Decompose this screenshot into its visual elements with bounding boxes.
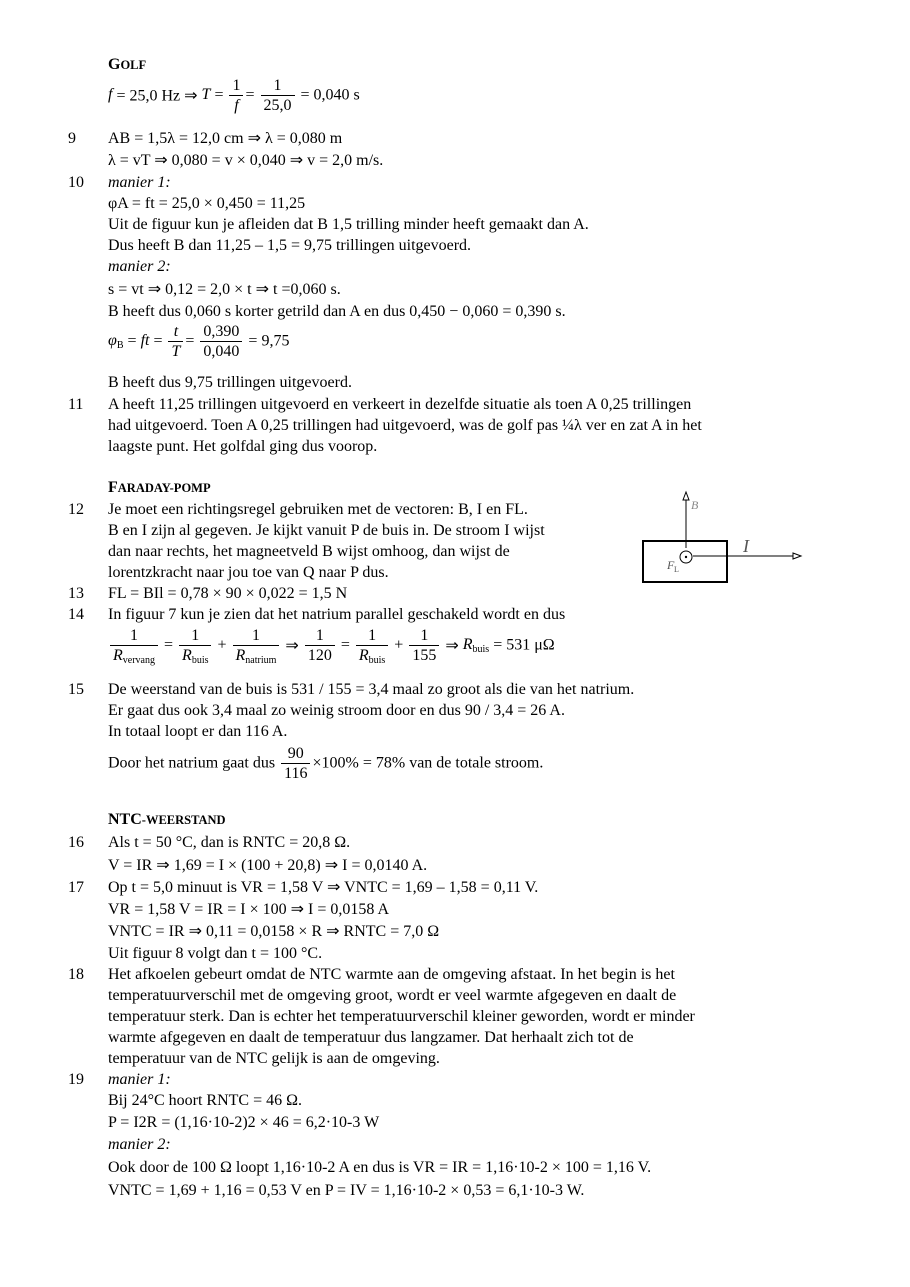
q14-line-1: In figuur 7 kun je zien dat het natrium parallel geschakeld wordt en dus	[108, 606, 566, 623]
fraction	[168, 322, 183, 361]
numerator: 1	[110, 626, 158, 646]
eq-T: T	[201, 86, 211, 104]
numerator: 1	[229, 76, 243, 96]
q11-line-1: A heeft 11,25 trillingen uitgevoerd en verkeert in dezelfde situatie als toen A 0,25 trillingen	[108, 396, 692, 413]
r-symbol: R	[182, 647, 192, 664]
numerator: 1	[409, 626, 439, 646]
denominator: 116	[284, 765, 308, 782]
eq-subscript: B	[116, 340, 124, 352]
r-symbol: R	[113, 647, 123, 664]
subscript-buis: buis	[368, 655, 386, 666]
numerator: 1	[305, 626, 335, 646]
fraction	[281, 744, 310, 783]
eq-equals: =	[123, 332, 141, 350]
eq-ft: ft	[140, 332, 150, 350]
denominator: 120	[307, 647, 332, 664]
q19-method-2: manier 2:	[108, 1136, 171, 1153]
q17-line-4: Uit figuur 8 volgt dan t = 100 °C.	[108, 945, 323, 962]
q15-line-1: De weerstand van de buis is 531 / 155 = 3,4 maal zo groot als die van het natrium.	[108, 681, 635, 698]
b-field-arrowhead	[683, 492, 689, 500]
eq-phi: φ	[108, 332, 117, 350]
q10-method-2: manier 2:	[108, 258, 171, 275]
q10-line-6: s = vt ⇒ 0,12 = 2,0 × t ⇒ t =0,060 s.	[108, 281, 341, 298]
r-symbol: R	[462, 636, 473, 654]
force-dot	[685, 556, 687, 558]
heading-rest: -WEERSTAND	[141, 813, 226, 827]
fraction	[229, 76, 243, 115]
q15-percentage-equation	[108, 744, 543, 783]
heading-initial: G	[108, 56, 121, 73]
q9-line-2: λ = vT ⇒ 0,080 = v × 0,040 ⇒ v = 2,0 m/s.	[108, 152, 384, 169]
fraction	[233, 626, 280, 665]
subscript-natrium: natrium	[245, 655, 277, 666]
label-f: F	[667, 558, 675, 572]
golf-frequency-equation: f = 25,0 Hz ⇒ T = $\frac{1}{f}$ = $\frac{1}{25,0}$ = 0,040 s	[108, 77, 360, 114]
q12-line-1: Je moet een richtingsregel gebruiken met de vectoren: B, I en FL.	[108, 501, 528, 518]
heading-initial: F	[108, 479, 118, 496]
denominator: 25,0	[263, 97, 292, 114]
q19-method-1: manier 1:	[108, 1071, 171, 1088]
fraction	[356, 626, 388, 665]
fraction	[200, 322, 242, 361]
q10-line-9: B heeft dus 9,75 trillingen uitgevoerd.	[108, 374, 352, 391]
q19-line-3: P = I2R = (1,16·10-2)2 × 46 = 6,2·10-3 W	[108, 1114, 380, 1131]
q16-line-2: V = IR ⇒ 1,69 = I × (100 + 20,8) ⇒ I = 0,0140 A.	[108, 857, 428, 874]
eq-text: Door het natrium gaat dus	[108, 754, 276, 772]
q18-line-5: temperatuur van de NTC gelijk is aan de omgeving.	[108, 1050, 440, 1067]
denominator: 0,040	[203, 343, 240, 360]
question-number: 13	[68, 585, 84, 602]
question-number: 17	[68, 879, 84, 896]
numerator: 90	[281, 744, 310, 764]
eq-f: f	[108, 86, 113, 104]
heading-rest: ARADAY-POMP	[117, 481, 211, 495]
current-arrowhead	[793, 553, 801, 559]
q10-line-2: φA = ft = 25,0 × 0,450 = 11,25	[108, 195, 306, 212]
q17-line-1: Op t = 5,0 minuut is VR = 1,58 V ⇒ VNTC = 1,69 – 1,58 = 0,11 V.	[108, 879, 539, 896]
q18-line-4: warmte afgegeven en daalt de temperatuur dus langzamer. Dat herhaalt zich tot de	[108, 1029, 634, 1046]
q13-line-1: FL = BIl = 0,78 × 90 × 0,022 = 1,5 N	[108, 585, 348, 602]
eq-text: van de totale stroom.	[409, 754, 544, 772]
denominator: 155	[412, 647, 437, 664]
q18-line-2: temperatuurverschil met de omgeving groot, wordt er veel warmte afgegeven en daalt de	[108, 987, 677, 1004]
q10-line-7: B heeft dus 0,060 s korter getrild dan A en dus 0,450 − 0,060 = 0,390 s.	[108, 303, 566, 320]
faraday-diagram	[637, 490, 807, 590]
q15-line-3: In totaal loopt er dan 116 A.	[108, 723, 288, 740]
q10-line-3: Uit de figuur kun je afleiden dat B 1,5 trilling minder heeft gemaakt dan A.	[108, 216, 589, 233]
eq-result: = 9,75	[244, 332, 290, 350]
numerator: t	[168, 322, 183, 342]
fraction	[261, 76, 295, 115]
numerator: 1	[233, 626, 280, 646]
q16-line-1: Als t = 50 °C, dan is RNTC = 20,8 Ω.	[108, 834, 351, 851]
q11-line-2: had uitgevoerd. Toen A 0,25 trillingen had uitgevoerd, was de golf pas ¼λ ver en zat A in het	[108, 417, 702, 434]
r-symbol: R	[358, 647, 369, 664]
numerator: 1	[356, 626, 388, 646]
fraction	[305, 626, 335, 665]
question-number: 15	[68, 681, 84, 698]
question-number: 10	[68, 174, 84, 191]
q17-line-2: VR = 1,58 V = IR = I × 100 ⇒ I = 0,0158 A	[108, 901, 390, 918]
r-symbol: R	[235, 647, 246, 664]
numerator: 0,390	[200, 322, 242, 342]
denominator: T	[171, 343, 181, 360]
q15-line-2: Er gaat dus ook 3,4 maal zo weinig stroom door en dus 90 / 3,4 = 26 A.	[108, 702, 565, 719]
q19-line-2: Bij 24°C hoort RNTC = 46 Ω.	[108, 1092, 302, 1109]
subscript-buis: buis	[472, 644, 490, 656]
fraction	[179, 626, 211, 665]
numerator: 1	[179, 626, 211, 646]
heading-initial: NTC	[108, 811, 142, 828]
subscript-vervang: vervang	[122, 655, 155, 666]
fraction	[409, 626, 439, 665]
eq-result: = 0,040 s	[296, 86, 360, 104]
question-number: 19	[68, 1071, 84, 1088]
question-number: 18	[68, 966, 84, 983]
q10-line-4: Dus heeft B dan 11,25 – 1,5 = 9,75 trillingen uitgevoerd.	[108, 237, 472, 254]
eq-text: = 25,0 Hz ⇒	[112, 87, 202, 105]
eq-result: = 531 μΩ	[493, 636, 555, 654]
numerator: 1	[261, 76, 295, 96]
eq-result: ×100% = 78%	[312, 754, 406, 772]
q17-line-3: VNTC = IR ⇒ 0,11 = 0,0158 × R ⇒ RNTC = 7,0 Ω	[108, 923, 440, 940]
section-heading-faraday	[108, 479, 211, 497]
label-b: B	[691, 498, 699, 512]
question-number: 9	[68, 130, 76, 147]
q19-line-6: VNTC = 1,69 + 1,16 = 0,53 V en P = IV = 1,16·10-2 × 0,53 = 6,1·10-3 W.	[108, 1182, 585, 1199]
q18-line-1: Het afkoelen gebeurt omdat de NTC warmte aan de omgeving afstaat. In het begin is het	[108, 966, 675, 983]
question-number: 14	[68, 606, 84, 623]
question-number: 12	[68, 501, 84, 518]
subscript-buis: buis	[191, 655, 209, 666]
heading-rest: OLF	[120, 58, 147, 72]
eq-equals: =	[210, 86, 228, 104]
section-heading-ntc	[108, 811, 226, 829]
q12-line-3: dan naar rechts, het magneetveld B wijst omhoog, dan wijst de	[108, 543, 510, 560]
label-f-subscript: L	[674, 565, 679, 574]
question-number: 16	[68, 834, 84, 851]
q10-method-1: manier 1:	[108, 174, 171, 191]
question-number: 11	[68, 396, 84, 413]
q10-phase-equation: $\varphi_B$ = ft = $\frac{t}{T}$ = $\frac{0,390}{0,040}$ = 9,75	[108, 323, 290, 360]
q11-line-3: laagste punt. Het golfdal ging dus voorop.	[108, 438, 378, 455]
q12-line-4: lorentzkracht naar jou toe van Q naar P dus.	[108, 564, 389, 581]
q9-line-1: AB = 1,5λ = 12,0 cm ⇒ λ = 0,080 m	[108, 130, 343, 147]
denominator: f	[234, 97, 239, 114]
q14-resistance-equation: $\frac{1}{R_{vervang}}$ = $\frac{1}{R_{buis}}$ + $\frac{1}{R_{natrium}}$ ⇒ $\frac{1}{120}$ = $\frac{1}{R_{buis}}$ + $\frac{1}{155}$ ⇒ $R_{buis} = 531$ μΩ	[108, 626, 555, 665]
q19-line-5: Ook door de 100 Ω loopt 1,16·10-2 A en dus is VR = IR = 1,16·10-2 × 100 = 1,16 V.	[108, 1159, 652, 1176]
label-i: I	[743, 536, 749, 556]
fraction	[110, 626, 158, 665]
q12-line-2: B en I zijn al gegeven. Je kijkt vanuit P de buis in. De stroom I wijst	[108, 522, 545, 539]
section-heading-golf	[108, 56, 146, 74]
q18-line-3: temperatuur sterk. Dan is echter het temperatuurverschil kleiner geworden, wordt er minder	[108, 1008, 695, 1025]
